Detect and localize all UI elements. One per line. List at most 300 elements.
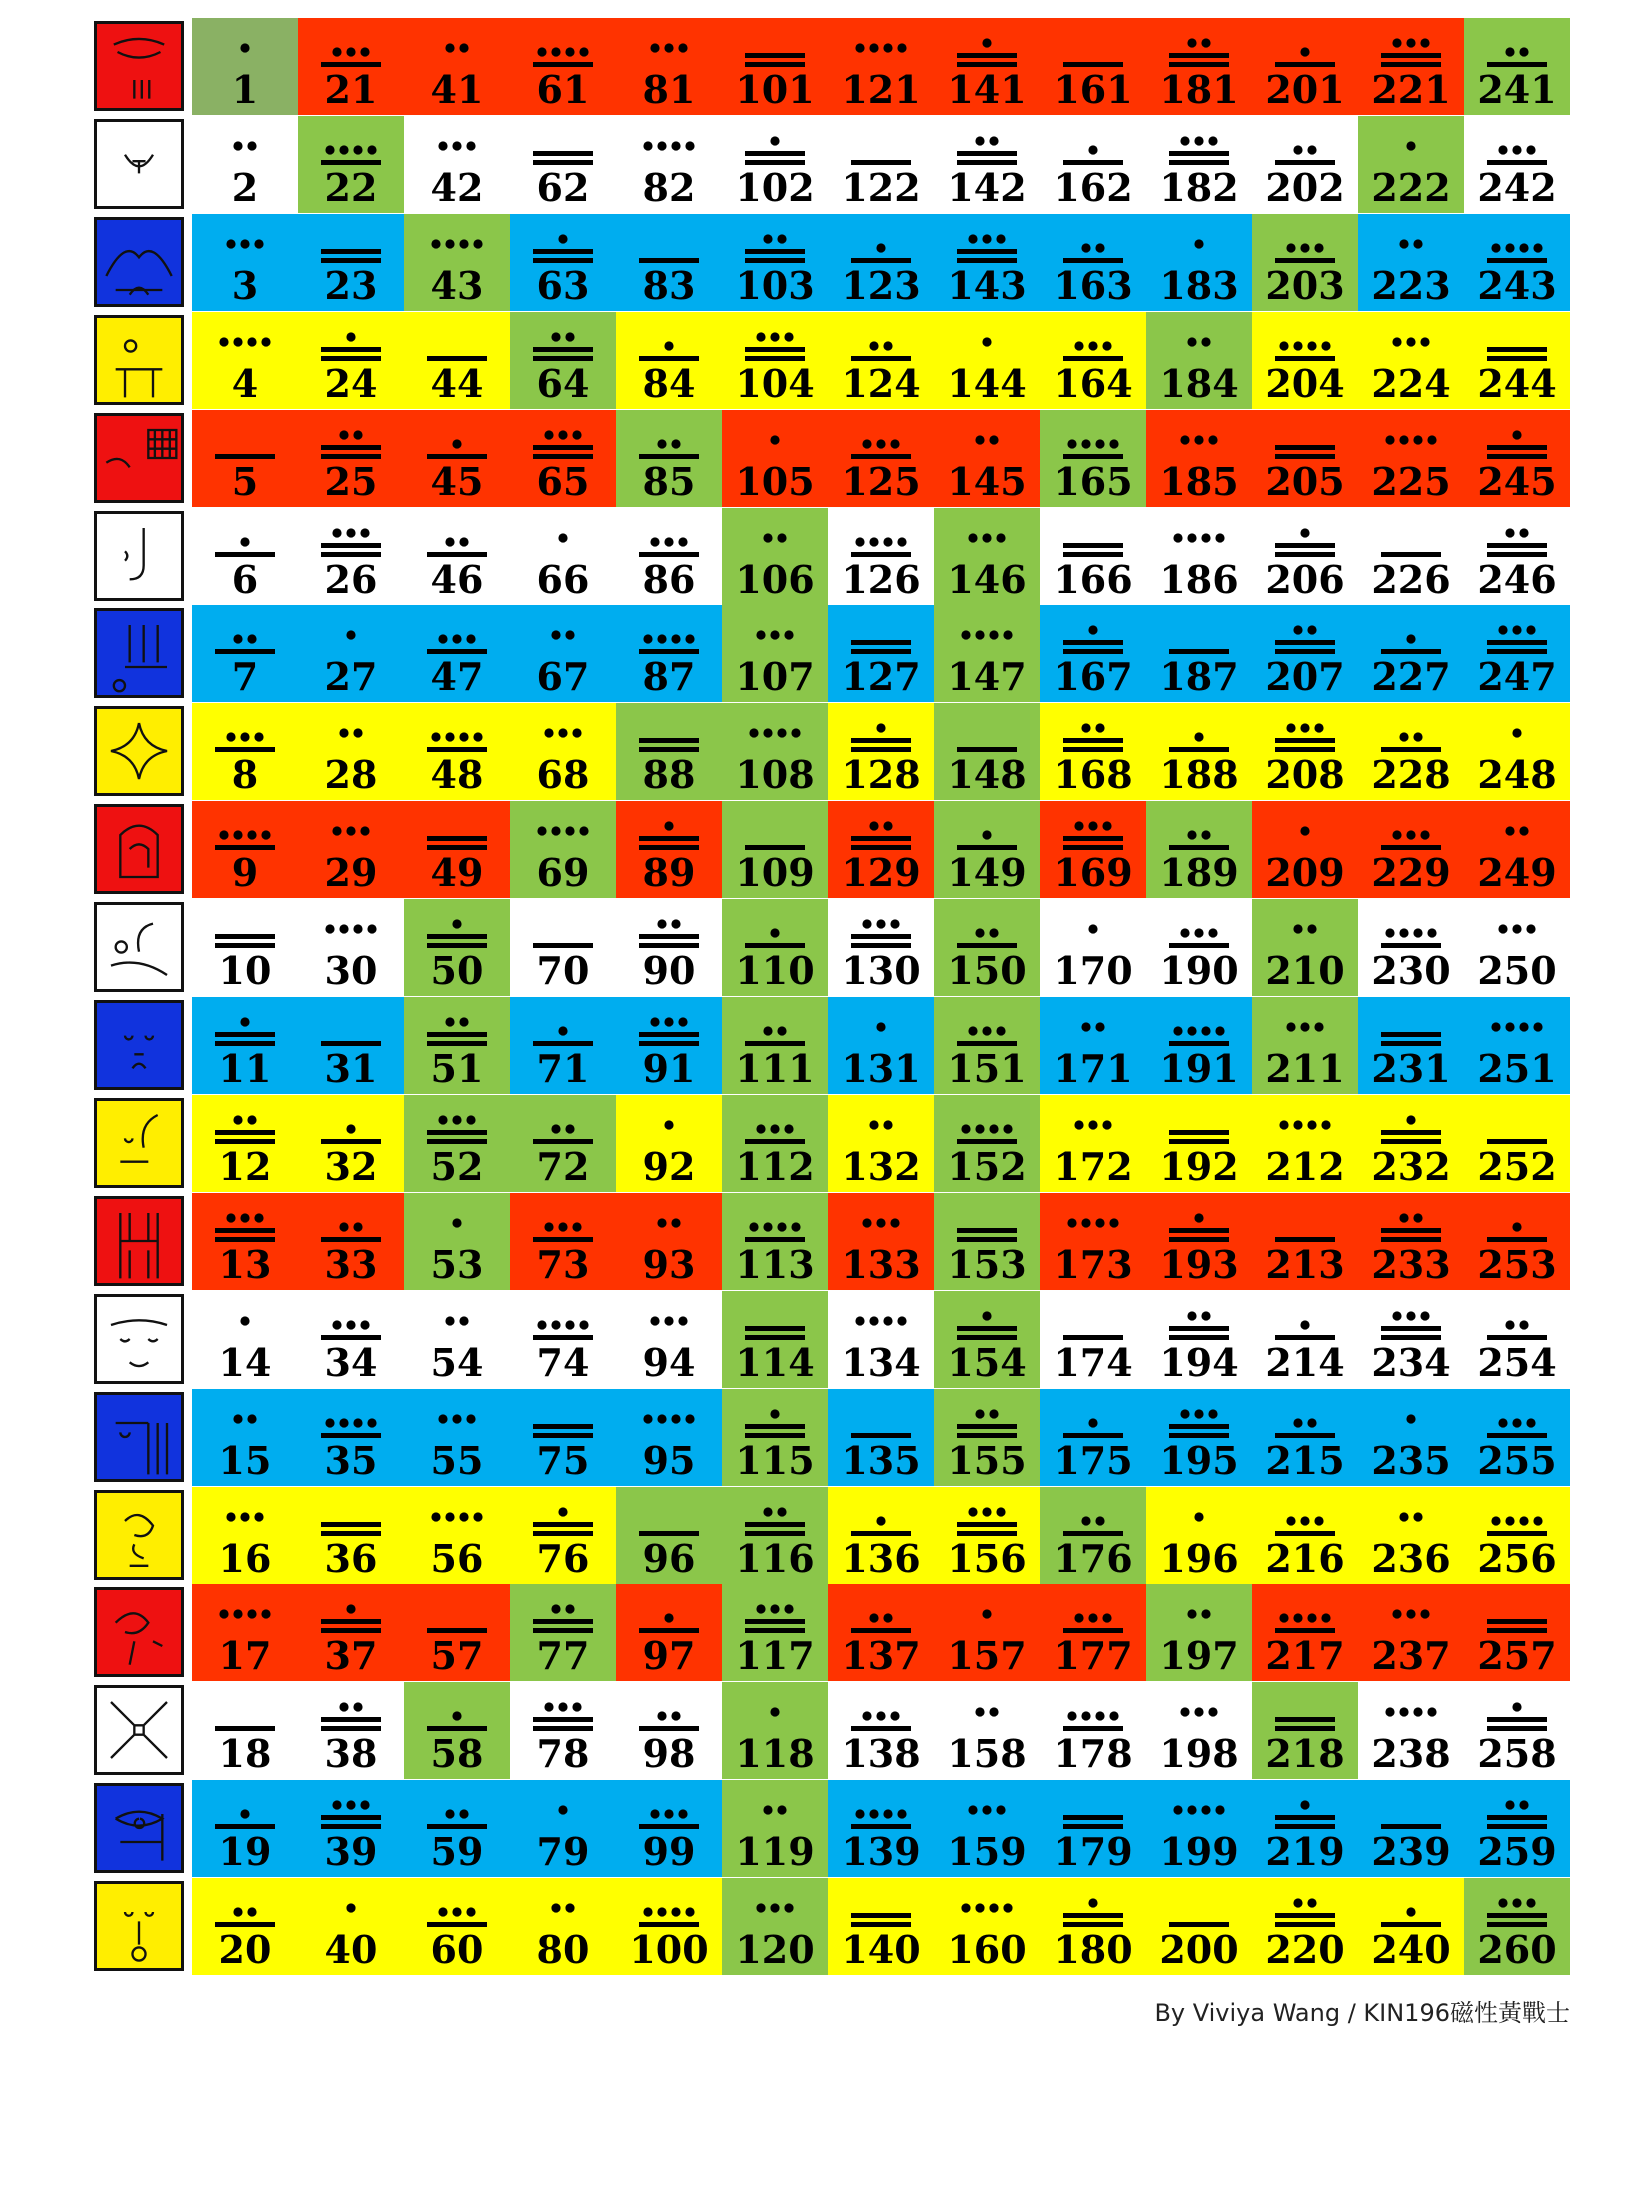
dot-mark [791, 729, 800, 738]
dot-mark [219, 831, 228, 840]
kin-number: 149 [947, 850, 1027, 896]
kin-cell [1040, 508, 1146, 605]
kin-cell [616, 1584, 722, 1681]
dot-mark [233, 337, 242, 346]
dot-mark [1307, 626, 1316, 635]
kin-number: 80 [536, 1927, 590, 1973]
kin-number: 180 [1053, 1927, 1133, 1973]
dot-mark [989, 136, 998, 145]
dot-mark [445, 1512, 454, 1521]
dot-mark [1081, 1712, 1090, 1721]
kin-cell [1252, 1193, 1358, 1290]
kin-number: 40 [324, 1927, 378, 1973]
bar-mark [321, 454, 381, 459]
kin-number: 32 [324, 1143, 378, 1189]
bar-mark [533, 347, 593, 352]
kin-cell [1464, 1682, 1570, 1779]
kin-cell [1040, 899, 1146, 996]
kin-cell [1358, 508, 1464, 605]
dot-mark [445, 537, 454, 546]
red-skywalker-icon [94, 1196, 184, 1286]
dot-mark [1314, 724, 1323, 733]
dot-mark [360, 1320, 369, 1329]
dot-mark [452, 919, 461, 928]
kin-number: 58 [430, 1731, 484, 1777]
dot-mark [558, 1703, 567, 1712]
kin-cell [722, 214, 828, 311]
dot-mark [671, 1414, 680, 1423]
dot-mark [883, 1120, 892, 1129]
dot-mark [1413, 928, 1422, 937]
kin-number: 97 [642, 1633, 696, 1679]
bar-mark [1169, 1130, 1229, 1135]
dot-mark [869, 1614, 878, 1623]
kin-number: 84 [642, 360, 696, 406]
kin-number: 239 [1371, 1829, 1451, 1875]
dot-mark [551, 332, 560, 341]
kin-cell [1464, 18, 1570, 115]
kin-cell [1358, 1487, 1464, 1584]
kin-cell [828, 410, 934, 507]
kin-cell [510, 312, 616, 409]
dot-mark [1180, 435, 1189, 444]
dot-mark [346, 1320, 355, 1329]
kin-cell [934, 1193, 1040, 1290]
dot-mark [431, 733, 440, 742]
kin-number: 20 [218, 1927, 272, 1973]
dot-mark [643, 141, 652, 150]
kin-number: 170 [1053, 948, 1133, 994]
kin-number: 102 [735, 164, 815, 210]
white-worldbridger-icon [94, 511, 184, 601]
kin-number: 54 [430, 1339, 484, 1385]
dot-mark [1406, 337, 1415, 346]
dot-mark [1498, 924, 1507, 933]
kin-number: 66 [536, 556, 590, 602]
kin-cell [1464, 410, 1570, 507]
dot-mark [558, 1806, 567, 1815]
kin-number: 251 [1477, 1046, 1557, 1091]
kin-cell [510, 605, 616, 702]
dot-mark [367, 145, 376, 154]
kin-cell [828, 214, 934, 311]
dot-mark [1519, 243, 1528, 252]
kin-cell [1252, 410, 1358, 507]
dot-mark [1300, 243, 1309, 252]
dot-mark [777, 729, 786, 738]
kin-cell [828, 1389, 934, 1486]
dot-mark [1074, 822, 1083, 831]
kin-number: 168 [1053, 752, 1133, 798]
kin-cell [298, 18, 404, 115]
kin-cell [1358, 1389, 1464, 1486]
kin-cell [404, 410, 510, 507]
dot-mark [1173, 1026, 1182, 1035]
dot-mark [1088, 145, 1097, 154]
dot-mark [883, 822, 892, 831]
kin-cell [616, 1389, 722, 1486]
bar-mark [745, 1433, 805, 1438]
dot-mark [1519, 1516, 1528, 1525]
dot-mark [671, 919, 680, 928]
dot-mark [459, 733, 468, 742]
seal-row [90, 214, 1582, 311]
dot-mark [883, 1316, 892, 1325]
kin-cell [404, 997, 510, 1094]
dot-mark [459, 43, 468, 52]
dot-mark [360, 827, 369, 836]
kin-number: 153 [947, 1241, 1027, 1287]
bar-mark [1487, 1619, 1547, 1624]
dot-mark [551, 827, 560, 836]
kin-cell [1464, 1584, 1570, 1681]
dot-mark [459, 1810, 468, 1819]
dot-mark [749, 1222, 758, 1231]
dot-mark [254, 1512, 263, 1521]
dot-mark [1194, 733, 1203, 742]
dot-mark [1399, 1512, 1408, 1521]
dot-mark [897, 1316, 906, 1325]
kin-number: 62 [536, 164, 590, 210]
bar-mark [427, 934, 487, 939]
bar-mark [215, 454, 275, 459]
dot-mark [579, 47, 588, 56]
dot-mark [770, 1605, 779, 1614]
dot-mark [459, 1512, 468, 1521]
kin-number: 154 [947, 1339, 1027, 1385]
dot-mark [240, 1017, 249, 1026]
kin-number: 111 [735, 1046, 815, 1091]
kin-cell [1464, 703, 1570, 800]
kin-number: 4 [231, 360, 259, 406]
yellow-seed-icon [94, 315, 184, 405]
dot-mark [1399, 1708, 1408, 1717]
dot-mark [445, 43, 454, 52]
kin-number: 215 [1265, 1437, 1345, 1483]
dot-mark [1215, 1026, 1224, 1035]
kin-number: 247 [1477, 654, 1557, 700]
dot-mark [763, 1806, 772, 1815]
dot-mark [671, 1907, 680, 1916]
kin-number: 125 [841, 458, 921, 504]
dot-mark [360, 528, 369, 537]
kin-number: 210 [1265, 948, 1345, 994]
dot-mark [247, 1115, 256, 1124]
bar-mark [957, 1433, 1017, 1438]
kin-cell [1040, 214, 1146, 311]
dot-mark [883, 1614, 892, 1623]
bar-mark [1487, 1433, 1547, 1438]
dot-mark [1088, 1614, 1097, 1623]
dot-mark [445, 239, 454, 248]
dot-mark [1300, 827, 1309, 836]
bar-mark [957, 1326, 1017, 1331]
dot-mark [254, 733, 263, 742]
bar-mark [639, 552, 699, 557]
kin-number: 259 [1477, 1829, 1557, 1875]
kin-cell [192, 1780, 298, 1877]
kin-number: 11 [218, 1046, 272, 1091]
dot-mark [1420, 1610, 1429, 1619]
kin-number: 139 [841, 1829, 921, 1875]
dot-mark [975, 1708, 984, 1717]
bar-mark [1063, 1815, 1123, 1820]
dot-mark [1512, 1222, 1521, 1231]
kin-number: 224 [1371, 360, 1451, 406]
dot-mark [1180, 928, 1189, 937]
kin-number: 221 [1371, 67, 1451, 112]
dot-mark [1526, 1898, 1535, 1907]
dot-mark [883, 1810, 892, 1819]
dot-mark [247, 141, 256, 150]
dot-mark [777, 1507, 786, 1516]
kin-number: 65 [536, 458, 590, 504]
kin-number: 260 [1477, 1927, 1557, 1973]
kin-cell [934, 1095, 1040, 1192]
kin-number: 1 [231, 67, 259, 112]
kin-number: 167 [1053, 654, 1133, 700]
bar-mark [1487, 1717, 1547, 1722]
yellow-sun-icon [94, 1881, 184, 1971]
dot-mark [975, 1124, 984, 1133]
kin-number: 161 [1053, 67, 1133, 112]
kin-number: 248 [1477, 752, 1557, 798]
dot-mark [1300, 724, 1309, 733]
bar-mark [957, 1424, 1017, 1429]
bar-mark [745, 1619, 805, 1624]
kin-number: 56 [430, 1535, 484, 1581]
dot-mark [890, 439, 899, 448]
kin-cell [510, 1780, 616, 1877]
bar-mark [533, 445, 593, 450]
kin-number: 68 [536, 752, 590, 798]
dot-mark [996, 1507, 1005, 1516]
dot-mark [572, 1222, 581, 1231]
dot-mark [1300, 1022, 1309, 1031]
kin-number: 189 [1159, 850, 1239, 896]
dot-mark [1427, 435, 1436, 444]
kin-cell [1040, 1780, 1146, 1877]
kin-number: 67 [536, 654, 590, 700]
kin-number: 206 [1265, 556, 1345, 602]
blue-eagle-icon [94, 1392, 184, 1482]
dot-mark [565, 1903, 574, 1912]
dot-mark [332, 47, 341, 56]
dot-mark [777, 1806, 786, 1815]
dot-mark [565, 47, 574, 56]
bar-mark [639, 454, 699, 459]
bar-mark [1275, 1913, 1335, 1918]
dot-mark [558, 1507, 567, 1516]
dot-mark [777, 234, 786, 243]
bar-mark [957, 249, 1017, 254]
dot-mark [1533, 243, 1542, 252]
dot-mark [1095, 1712, 1104, 1721]
dot-mark [770, 928, 779, 937]
kin-number: 88 [642, 752, 696, 798]
dot-mark [1187, 533, 1196, 542]
bar-mark [1487, 454, 1547, 459]
bar-mark [1381, 1032, 1441, 1037]
kin-cell [510, 1291, 616, 1388]
dot-mark [438, 635, 447, 644]
dot-mark [1208, 435, 1217, 444]
dot-mark [452, 1712, 461, 1721]
kin-cell [1040, 605, 1146, 702]
kin-cell [192, 410, 298, 507]
dot-mark [968, 533, 977, 542]
kin-cell [828, 1095, 934, 1192]
kin-cell [1358, 214, 1464, 311]
kin-cell [298, 1389, 404, 1486]
kin-cell [934, 801, 1040, 898]
kin-number: 230 [1371, 948, 1451, 994]
kin-cell [1252, 1389, 1358, 1486]
dot-mark [1300, 528, 1309, 537]
dot-mark [968, 1806, 977, 1815]
bar-mark [1063, 738, 1123, 743]
kin-cell [934, 410, 1040, 507]
kin-number: 134 [841, 1339, 921, 1385]
dot-mark [1187, 337, 1196, 346]
dot-mark [897, 1810, 906, 1819]
kin-number: 183 [1159, 262, 1239, 308]
dot-mark [360, 1801, 369, 1810]
dot-mark [353, 145, 362, 154]
dot-mark [664, 43, 673, 52]
kin-number: 222 [1371, 164, 1451, 210]
kin-number: 35 [324, 1437, 378, 1483]
dot-mark [261, 831, 270, 840]
kin-number: 93 [642, 1241, 696, 1287]
bar-mark [1275, 1815, 1335, 1820]
kin-cell [616, 18, 722, 115]
kin-cell [192, 899, 298, 996]
kin-cell [1146, 1780, 1252, 1877]
dot-mark [1286, 1022, 1295, 1031]
dot-mark [1413, 733, 1422, 742]
dot-mark [1491, 1022, 1500, 1031]
dot-mark [1505, 1801, 1514, 1810]
dot-mark [240, 239, 249, 248]
dot-mark [1413, 1708, 1422, 1717]
dot-mark [975, 435, 984, 444]
kin-number: 217 [1265, 1633, 1345, 1679]
dot-mark [650, 1810, 659, 1819]
kin-cell [1464, 116, 1570, 213]
red-earth-icon [94, 1587, 184, 1677]
kin-number: 184 [1159, 360, 1239, 406]
dot-mark [855, 1810, 864, 1819]
dot-mark [466, 1907, 475, 1916]
kin-cell [1040, 1682, 1146, 1779]
dot-mark [1392, 831, 1401, 840]
kin-cell [510, 1389, 616, 1486]
dot-mark [240, 1213, 249, 1222]
kin-number: 171 [1053, 1046, 1133, 1091]
kin-cell [510, 1095, 616, 1192]
kin-cell [298, 1780, 404, 1877]
kin-number: 249 [1477, 850, 1557, 896]
kin-cell [1252, 1878, 1358, 1975]
dot-mark [459, 1316, 468, 1325]
kin-cell [510, 801, 616, 898]
dot-mark [869, 43, 878, 52]
kin-cell [192, 508, 298, 605]
kin-number: 179 [1053, 1829, 1133, 1875]
dot-mark [1526, 924, 1535, 933]
dot-mark [332, 528, 341, 537]
bar-mark [321, 1717, 381, 1722]
dot-mark [353, 924, 362, 933]
kin-number: 214 [1265, 1339, 1345, 1385]
kin-number: 255 [1477, 1437, 1557, 1483]
kin-number: 240 [1371, 1927, 1451, 1973]
dot-mark [551, 1320, 560, 1329]
kin-number: 140 [841, 1927, 921, 1973]
kin-cell [722, 605, 828, 702]
kin-cell [404, 1389, 510, 1486]
kin-cell [934, 703, 1040, 800]
dot-mark [1526, 145, 1535, 154]
kin-cell [1358, 703, 1464, 800]
kin-number: 77 [536, 1633, 590, 1679]
kin-number: 238 [1371, 1731, 1451, 1777]
kin-number: 72 [536, 1143, 590, 1189]
kin-cell [510, 1682, 616, 1779]
dot-mark [671, 1712, 680, 1721]
dot-mark [1293, 145, 1302, 154]
kin-number: 109 [735, 850, 815, 896]
dot-mark [1321, 341, 1330, 350]
dot-mark [1109, 1218, 1118, 1227]
kin-number: 51 [430, 1046, 484, 1091]
dot-mark [1293, 341, 1302, 350]
dot-mark [1003, 1903, 1012, 1912]
kin-cell [1358, 899, 1464, 996]
kin-number: 192 [1159, 1143, 1239, 1189]
dot-mark [883, 537, 892, 546]
kin-number: 223 [1371, 262, 1451, 308]
kin-cell [298, 605, 404, 702]
dot-mark [1307, 1898, 1316, 1907]
dot-mark [346, 827, 355, 836]
kin-number: 104 [735, 360, 815, 406]
bar-mark [321, 445, 381, 450]
dot-mark [1314, 1022, 1323, 1031]
seal-row [90, 703, 1582, 800]
dot-mark [1512, 1898, 1521, 1907]
dot-mark [261, 337, 270, 346]
kin-number: 7 [231, 654, 259, 700]
dot-mark [1314, 1516, 1323, 1525]
kin-number: 188 [1159, 752, 1239, 798]
dot-mark [353, 1418, 362, 1427]
dot-mark [777, 533, 786, 542]
dot-mark [982, 1311, 991, 1320]
kin-cell [828, 1682, 934, 1779]
dot-mark [1293, 1614, 1302, 1623]
dot-mark [219, 337, 228, 346]
yellow-star-icon [94, 706, 184, 796]
kin-cell [298, 1584, 404, 1681]
kin-cell [722, 801, 828, 898]
bar-mark [957, 1522, 1017, 1527]
dot-mark [1427, 1708, 1436, 1717]
dot-mark [551, 631, 560, 640]
kin-cell [192, 1291, 298, 1388]
dot-mark [551, 1903, 560, 1912]
